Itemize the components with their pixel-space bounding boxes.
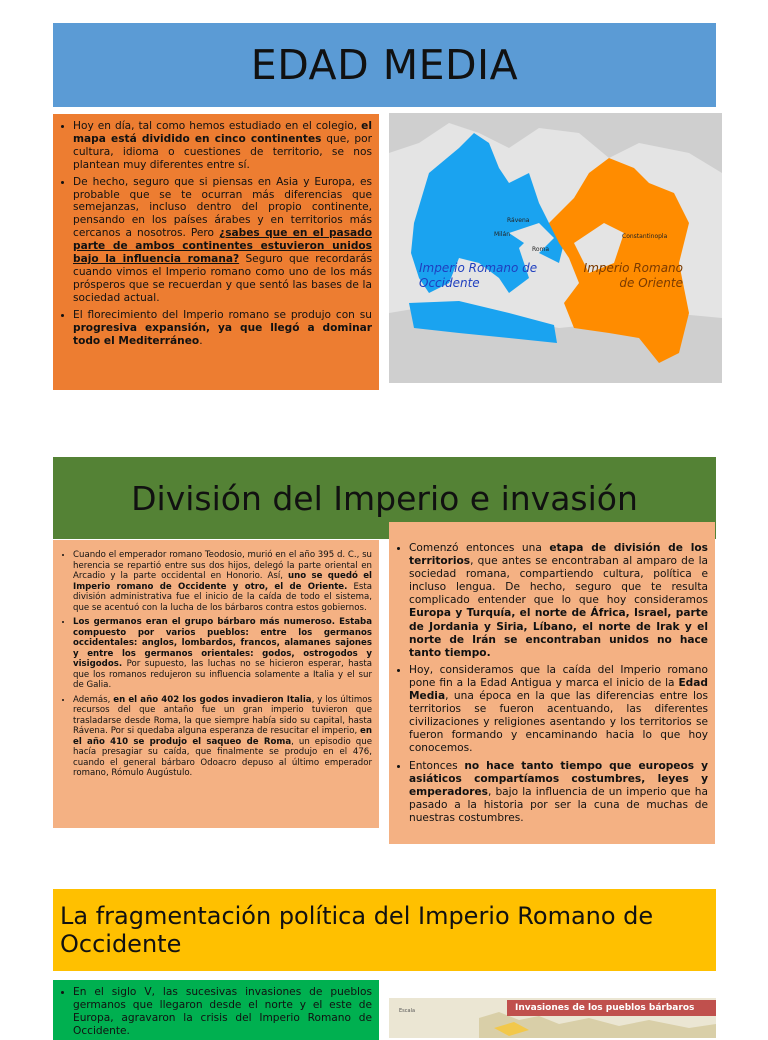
text-run: , y los últimos recursos del que antaño fue un gran imperio tuvieron que trasladarse desde Roma, la que siempre había sido su capital, hasta Rávena. Por si quedaba alguna esperanza de resucitar el imperio, [73,694,372,736]
bold-text: Europa y Turquía, el norte de África, Israel, parte de Jordania y Siria, Líbano, el norte de Irak y el norte de Irán se encontraban unidos no hace tanto tiempo. [409,607,708,659]
text-run: , un episodio que hacía presagiar su caída, que finalmente se produjo en el 476, cuando el general bárbaro Odoacro depuso al último emperador romano, Rómulo Augústulo. [73,736,372,778]
list-item [409,542,708,660]
list-item [409,664,708,756]
bullet-list [60,120,372,347]
bold-text: Los germanos eran el grupo bárbaro más numeroso. Estaba compuesto por varios pueblos: entre los germanos occidentales: anglos, lombardos, francos, alamanes sajones y entre los germanos orientales: godos, ostrogodos y visigodos. [73,617,372,669]
city-label-constantinopla: Constantinopla [622,233,668,240]
list-item [73,986,372,1038]
list-item [73,120,372,172]
list-item [73,617,372,691]
bold-text: ¿sabes que en el pasado parte de ambos continentes estuvieron unidos bajo la influencia romana? [73,227,373,266]
section-title-fragmentacion: La fragmentación política del Imperio Romano de Occidente [53,889,716,971]
list-item [73,176,372,305]
text-run: De hecho, seguro que si piensas en Asia y Europa, es probable que se te ocurran más diferencias que semejanzas, incluso dentro del propio continente, pensando en los países árabes y en territorios más cercanos a nosotros. Pero [73,175,372,240]
text-run: , una época en la que las diferencias entre los territorios se fueron acentuando, las diferentes civilizaciones y religiones asentando y los territorios se fueron formando y encaminando hacia lo que hoy conocemos. [409,690,708,755]
text-run: En el siglo V, las sucesivas invasiones de pueblos germanos que llegaron desde el norte y el este de Europa, agravaron la crisis del Imperio Romano de Occidente. [73,986,372,1037]
text-run: . [199,334,203,347]
bullet-list [60,550,372,779]
bold-text: progresiva expansión, ya que llegó a dominar todo el Mediterráneo [73,321,372,347]
barbarian-invasions-map [389,998,716,1038]
list-item [73,309,372,348]
section-title-edad-media: EDAD MEDIA [53,23,716,107]
bold-text: en el año 410 se produjo el saqueo de Roma [73,726,372,747]
text-box-division-left [53,540,379,828]
bold-text: etapa de división de los territorios [409,542,708,568]
bold-text: uno se quedó el Imperio romano de Occidente y otro, el de Oriente. [73,571,372,592]
text-box-intro [53,114,379,390]
city-label-milan: Milán [494,231,510,238]
text-run: El florecimiento del Imperio romano se produjo con su [73,308,372,321]
bold-text: el mapa está dividido en cinco continentes [73,120,372,145]
list-item [409,760,708,825]
text-run: Cuando el emperador romano Teodosio, murió en el año 395 d. C., su herencia se repartió entre sus dos hijos, delegó la parte oriental en Arcadio y la parte occidental en Honorio. Así, [73,550,372,581]
text-run: Entonces [409,759,465,772]
map-header: Invasiones de los pueblos bárbaros [507,1000,716,1016]
bold-text: Edad Media [409,676,708,703]
city-label-roma: Roma [532,246,550,253]
text-run: Por supuesto, las luchas no se hicieron esperar, hasta que los romanos redujeron su influencia solamente a Italia y el sur de Galia. [73,659,372,690]
label-western-empire: Imperio Romano de Occidente [419,261,538,290]
text-run: Hoy, consideramos que la caída del Imperio romano pone fin a la Edad Antigua y marca el inicio de la [409,663,708,689]
map-illustration [389,113,722,383]
text-run: Hoy en día, tal como hemos estudiado en el colegio, [73,120,362,132]
bold-text: en el año 402 los godos invadieron Italia [113,694,312,705]
list-item [73,695,372,779]
text-run: Seguro que recordarás cuando vimos el Imperio romano como uno de los más prósperos que se recuerdan y que sentó las bases de la sociedad actual. [73,253,372,304]
roman-empire-map [389,113,722,383]
text-run: Además, [73,694,114,705]
text-run: Esta división administrativa fue el inicio de la caída de todo el sistema, que se acentuó con la lucha de los bárbaros contra estos gobiernos. [73,581,372,613]
bullet-list [396,542,708,825]
bold-text: no hace tanto tiempo que europeos y asiáticos compartíamos costumbres, leyes y emperadores [409,759,708,798]
section-title-division: División del Imperio e invasión [53,457,716,539]
text-box-division-right [389,522,715,844]
label-eastern-empire: Imperio Romano de Oriente [583,261,683,290]
text-run: , que antes se encontraban al amparo de la sociedad romana, compartiendo cultura, política e incluso lengua. De hecho, seguro que te resulta complicado entender que lo que hoy consideramos [409,555,708,607]
city-label-ravena: Rávena [507,217,530,224]
list-item [73,550,372,613]
text-run: que, por cultura, idioma o cuestiones de territorio, se nos plantean muy diferentes entre sí. [73,132,372,171]
text-box-fragmentacion [53,980,379,1040]
bullet-list [60,986,372,1038]
text-run: , bajo la influencia de un imperio que ha pasado a la historia por ser la cuna de muchas de nuestras costumbres. [409,785,708,824]
map-scale: Escala [399,1008,416,1014]
text-run: Comenzó entonces una [409,542,550,554]
